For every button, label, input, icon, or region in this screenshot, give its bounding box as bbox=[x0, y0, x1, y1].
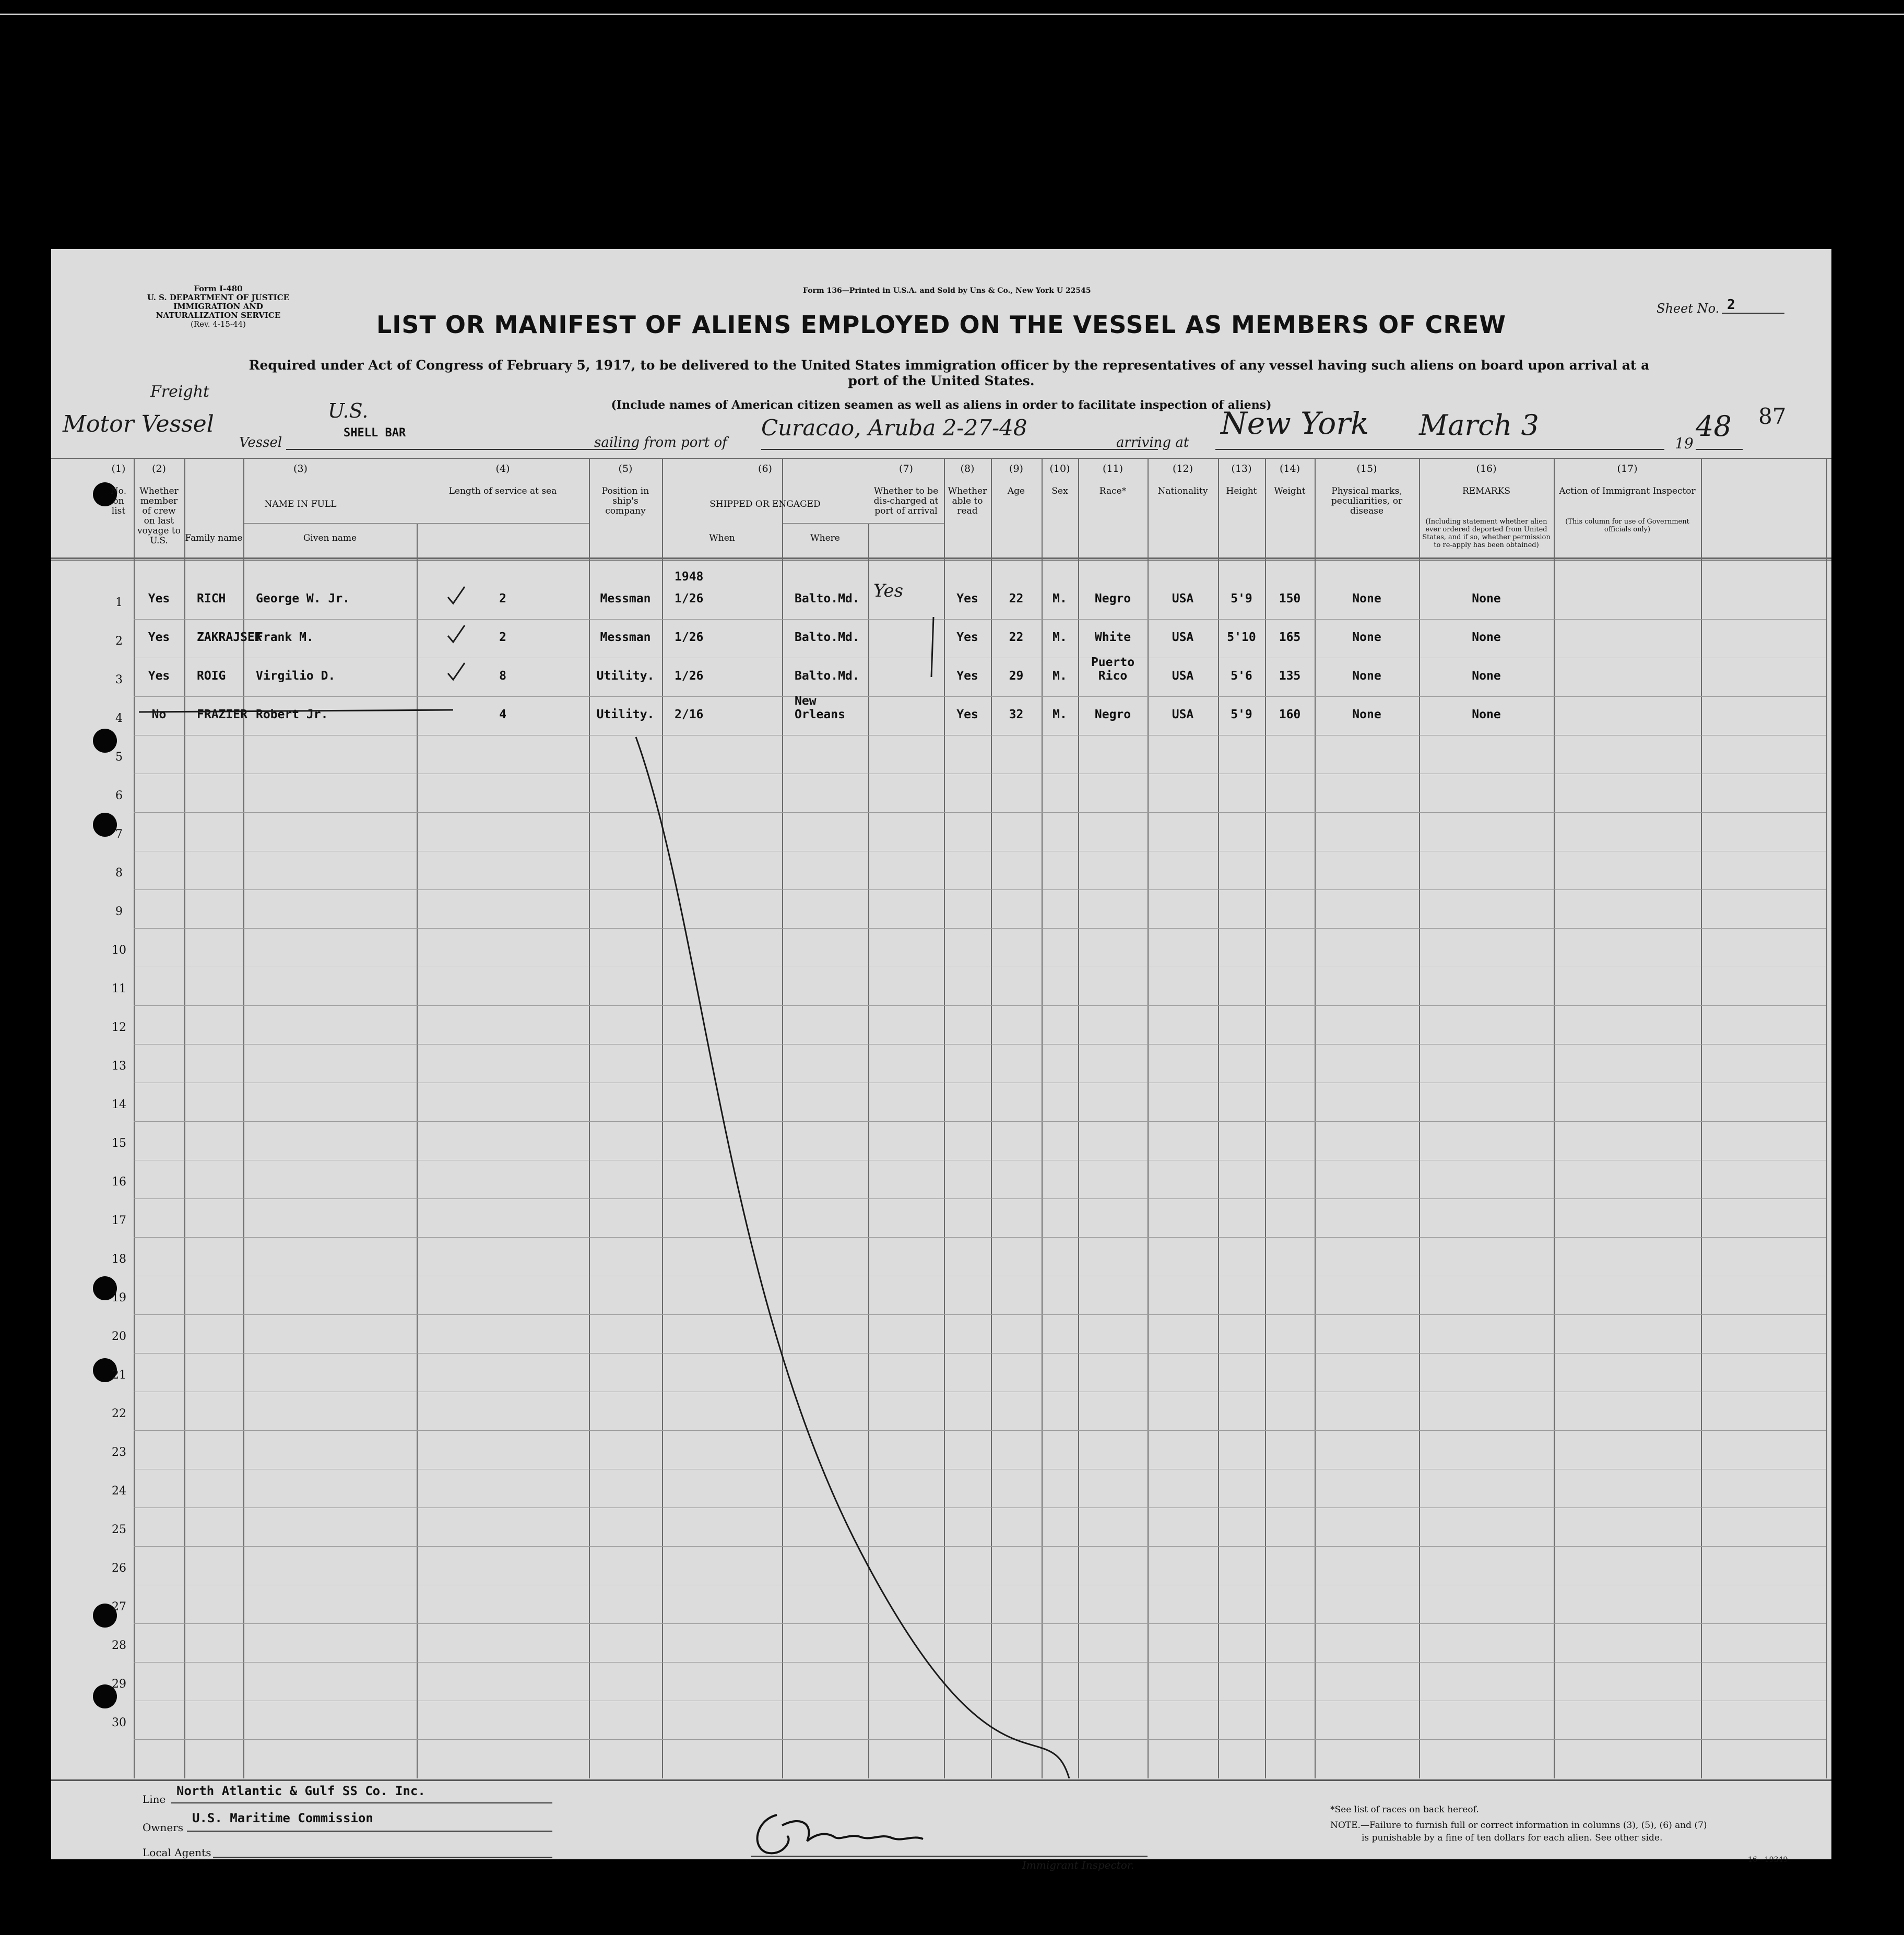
agents-rule bbox=[213, 1857, 552, 1858]
row-read: Yes bbox=[956, 592, 978, 606]
row-where: Balto.Md. bbox=[795, 669, 860, 683]
row-number: 30 bbox=[112, 1716, 126, 1729]
row-where: Balto.Md. bbox=[795, 592, 860, 606]
row-height: 5'9 bbox=[1231, 708, 1252, 721]
column-number: (7) bbox=[899, 463, 913, 474]
printer-note: Form 136—Printed in U.S.A. and Sold by Uns & Co., New York U 22545 bbox=[803, 287, 1091, 295]
sailing-port-hand: Curacao, Aruba 2-27-48 bbox=[761, 415, 1027, 441]
row-position: Messman bbox=[600, 592, 651, 606]
subtitle-note: (Include names of American citizen seamen as well as aliens in order to facilitate inspection of aliens) bbox=[611, 398, 1272, 412]
column-subheader: Given name bbox=[303, 533, 357, 543]
when-year: 1948 bbox=[675, 570, 704, 584]
row-nationality: USA bbox=[1172, 669, 1194, 683]
row-number: 25 bbox=[112, 1523, 126, 1536]
row-number: 4 bbox=[115, 712, 123, 725]
row-number: 7 bbox=[115, 828, 123, 841]
vessel-label: Vessel bbox=[239, 435, 282, 450]
column-header: Length of service at sea bbox=[448, 486, 557, 496]
row-service: 8 bbox=[499, 669, 506, 683]
column-number: (16) bbox=[1476, 463, 1497, 474]
year-hand: 48 bbox=[1696, 410, 1732, 443]
footer-rule bbox=[51, 1779, 1831, 1781]
column-number: (11) bbox=[1102, 463, 1123, 474]
row-number: 17 bbox=[112, 1214, 126, 1227]
inspector-label: Immigrant Inspector. bbox=[1022, 1859, 1134, 1871]
note-line2: is punishable by a fine of ten dollars for each alien. See other side. bbox=[1362, 1833, 1663, 1843]
row-read: Yes bbox=[956, 708, 978, 721]
row-remarks: None bbox=[1472, 592, 1501, 606]
form-title: LIST OR MANIFEST OF ALIENS EMPLOYED ON THE VESSEL AS MEMBERS OF CREW bbox=[376, 311, 1506, 339]
row-service: 4 bbox=[499, 708, 506, 721]
inspector-signature bbox=[746, 1805, 991, 1862]
owners-rule bbox=[187, 1831, 552, 1832]
row-number: 10 bbox=[112, 944, 126, 957]
row-number: 28 bbox=[112, 1639, 126, 1652]
row-number: 18 bbox=[112, 1253, 126, 1266]
line-label: Line bbox=[143, 1793, 166, 1806]
owners-label: Owners bbox=[143, 1821, 184, 1834]
row-race: White bbox=[1094, 631, 1131, 644]
column-header: Whether member of crew on last voyage to U.S. bbox=[137, 486, 181, 546]
row-sex: M. bbox=[1052, 669, 1067, 683]
row-service: 2 bbox=[499, 631, 506, 644]
row-number: 19 bbox=[112, 1291, 126, 1304]
row-number: 22 bbox=[112, 1407, 126, 1420]
row-number: 24 bbox=[112, 1485, 126, 1498]
row-race: Negro bbox=[1094, 592, 1131, 606]
row-read: Yes bbox=[956, 669, 978, 683]
manifest-sheet bbox=[51, 249, 1831, 1871]
column-header: Nationality bbox=[1157, 486, 1208, 496]
row-family: ROIG bbox=[197, 669, 226, 683]
row-number: 26 bbox=[112, 1562, 126, 1575]
year-prefix: 19 bbox=[1675, 435, 1694, 452]
flag-hand: U.S. bbox=[328, 399, 369, 422]
arriving-rule bbox=[1215, 449, 1664, 450]
page-number: 87 bbox=[1758, 403, 1787, 429]
row-last_voyage: Yes bbox=[148, 631, 170, 644]
row-number: 1 bbox=[115, 596, 123, 609]
note-races: *See list of races on back hereof. bbox=[1330, 1805, 1479, 1815]
row-read: Yes bbox=[956, 631, 978, 644]
column-number: (1) bbox=[111, 463, 126, 474]
row-nationality: USA bbox=[1172, 592, 1194, 606]
discharge-hand: Yes bbox=[873, 580, 904, 601]
row-age: 22 bbox=[1009, 631, 1024, 644]
column-number: (12) bbox=[1172, 463, 1193, 474]
row-number: 5 bbox=[115, 751, 123, 764]
column-number: (3) bbox=[293, 463, 308, 474]
row-height: 5'6 bbox=[1231, 669, 1252, 683]
column-number: (8) bbox=[960, 463, 975, 474]
row-family: FRAZIER bbox=[197, 708, 247, 721]
row-number: 29 bbox=[112, 1678, 126, 1691]
column-number: (15) bbox=[1356, 463, 1377, 474]
row-age: 32 bbox=[1009, 708, 1024, 721]
row-position: Utility. bbox=[596, 708, 655, 721]
row-marks: None bbox=[1352, 708, 1381, 721]
form-number: Form I-480 bbox=[194, 284, 243, 293]
column-header: Weight bbox=[1274, 486, 1306, 496]
form-code: 16—19349 bbox=[1748, 1856, 1788, 1864]
row-where: Orleans bbox=[795, 708, 845, 721]
column-number: (2) bbox=[152, 463, 166, 474]
row-position: Messman bbox=[600, 631, 651, 644]
column-header: NAME IN FULL bbox=[264, 499, 337, 509]
column-number: (6) bbox=[758, 463, 772, 474]
column-number: (13) bbox=[1231, 463, 1252, 474]
year-rule bbox=[1696, 449, 1743, 450]
row-number: 9 bbox=[115, 905, 123, 918]
service: IMMIGRATION AND NATURALIZATION SERVICE bbox=[156, 302, 281, 320]
column-header: REMARKS bbox=[1462, 486, 1511, 496]
arrival-date-hand: March 3 bbox=[1419, 409, 1539, 442]
row-number: 20 bbox=[112, 1330, 126, 1343]
column-header: Whether to be dis-charged at port of arrival bbox=[873, 486, 939, 516]
row-number: 15 bbox=[112, 1137, 126, 1150]
column-header: No. on list bbox=[110, 486, 127, 516]
row-race-line1: Puerto bbox=[1091, 656, 1135, 669]
line-rule bbox=[171, 1802, 552, 1803]
row-number: 16 bbox=[112, 1176, 126, 1189]
row-given: Robert Jr. bbox=[256, 708, 328, 721]
column-number: (10) bbox=[1049, 463, 1070, 474]
owners-value: U.S. Maritime Commission bbox=[192, 1811, 373, 1825]
row-given: Frank M. bbox=[256, 631, 314, 644]
column-header: Age bbox=[1007, 486, 1025, 496]
row-marks: None bbox=[1352, 631, 1381, 644]
row-given: Virgilio D. bbox=[256, 669, 336, 683]
subtitle-line2: port of the United States. bbox=[848, 373, 1035, 388]
row-race: Rico bbox=[1098, 669, 1128, 683]
column-number: (17) bbox=[1617, 463, 1638, 474]
row-nationality: USA bbox=[1172, 631, 1194, 644]
column-header-note: (Including statement whether alien ever ordered deported from United States, and if so, whether permission to re-apply has been obtained) bbox=[1422, 518, 1551, 549]
row-age: 22 bbox=[1009, 592, 1024, 606]
row-height: 5'9 bbox=[1231, 592, 1252, 606]
column-subheader: Family name bbox=[185, 533, 243, 543]
row-number: 11 bbox=[112, 982, 126, 995]
row-weight: 160 bbox=[1279, 708, 1301, 721]
column-header: Position in ship's company bbox=[601, 486, 649, 516]
row-nationality: USA bbox=[1172, 708, 1194, 721]
row-number: 6 bbox=[115, 789, 123, 802]
row-marks: None bbox=[1352, 592, 1381, 606]
arriving-label: arriving at bbox=[1116, 435, 1189, 450]
row-number: 27 bbox=[112, 1600, 126, 1613]
row-when: 2/16 bbox=[675, 708, 704, 721]
row-sex: M. bbox=[1052, 708, 1067, 721]
crew-table bbox=[51, 458, 1831, 1778]
row-weight: 135 bbox=[1279, 669, 1301, 683]
sheet-number: 2 bbox=[1727, 297, 1735, 313]
row-remarks: None bbox=[1472, 708, 1501, 721]
line-value: North Atlantic & Gulf SS Co. Inc. bbox=[176, 1784, 425, 1798]
pen-marks bbox=[51, 458, 1831, 1778]
row-last_voyage: No bbox=[151, 708, 167, 721]
column-number: (5) bbox=[618, 463, 633, 474]
row-where: Balto.Md. bbox=[795, 631, 860, 644]
column-header-note: (This column for use of Government officials only) bbox=[1565, 518, 1689, 533]
row-number: 2 bbox=[115, 635, 123, 648]
column-header: SHIPPED OR ENGAGED bbox=[709, 499, 821, 509]
row-number: 3 bbox=[115, 673, 123, 686]
column-subheader: Where bbox=[810, 533, 840, 543]
row-given: George W. Jr. bbox=[256, 592, 350, 606]
column-number: (9) bbox=[1009, 463, 1023, 474]
row-number: 12 bbox=[112, 1021, 126, 1034]
row-height: 5'10 bbox=[1227, 631, 1256, 644]
scan-top-rule bbox=[0, 14, 1904, 15]
column-header: Sex bbox=[1051, 486, 1068, 496]
row-number: 13 bbox=[112, 1060, 126, 1073]
row-when: 1/26 bbox=[675, 669, 704, 683]
agents-label: Local Agents bbox=[143, 1846, 211, 1859]
column-subheader: When bbox=[709, 533, 735, 543]
row-when: 1/26 bbox=[675, 631, 704, 644]
row-family: ZAKRAJSEK bbox=[197, 631, 262, 644]
row-weight: 165 bbox=[1279, 631, 1301, 644]
row-where-line1: New bbox=[795, 694, 817, 708]
department: U. S. DEPARTMENT OF JUSTICE bbox=[147, 293, 290, 302]
row-remarks: None bbox=[1472, 631, 1501, 644]
row-remarks: None bbox=[1472, 669, 1501, 683]
column-header: Race* bbox=[1099, 486, 1127, 496]
row-number: 23 bbox=[112, 1446, 126, 1459]
row-last_voyage: Yes bbox=[148, 669, 170, 683]
note-line1: NOTE.—Failure to furnish full or correct information in columns (3), (5), (6) and (7) bbox=[1330, 1820, 1707, 1831]
row-last_voyage: Yes bbox=[148, 592, 170, 606]
vessel-name: SHELL BAR bbox=[344, 426, 406, 440]
subtitle-line1: Required under Act of Congress of February 5, 1917, to be delivered to the United States immigration officer by the representatives of any vessel having such aliens on board upon arrival at a bbox=[249, 358, 1650, 373]
column-header: Action of Immigrant Inspector bbox=[1559, 486, 1696, 496]
row-sex: M. bbox=[1052, 592, 1067, 606]
row-marks: None bbox=[1352, 669, 1381, 683]
row-service: 2 bbox=[499, 592, 506, 606]
vessel-rule bbox=[286, 449, 636, 450]
row-when: 1/26 bbox=[675, 592, 704, 606]
revision: (Rev. 4-15-44) bbox=[191, 319, 246, 329]
sailing-label: sailing from port of bbox=[594, 435, 727, 450]
vessel-type-hand: Motor Vessel bbox=[63, 411, 214, 437]
inspector-rule bbox=[751, 1856, 1148, 1857]
column-number: (4) bbox=[495, 463, 510, 474]
column-header: Physical marks, peculiarities, or disease bbox=[1331, 486, 1403, 516]
row-number: 14 bbox=[112, 1098, 126, 1111]
row-family: RICH bbox=[197, 592, 226, 606]
row-age: 29 bbox=[1009, 669, 1024, 683]
row-position: Utility. bbox=[596, 669, 655, 683]
row-weight: 150 bbox=[1279, 592, 1301, 606]
freight-hand: Freight bbox=[150, 383, 210, 401]
column-header: Whether able to read bbox=[948, 486, 987, 516]
row-number: 8 bbox=[115, 866, 123, 880]
sheet-label: Sheet No. bbox=[1657, 301, 1720, 316]
column-number: (14) bbox=[1279, 463, 1300, 474]
column-header: Height bbox=[1226, 486, 1257, 496]
row-race: Negro bbox=[1094, 708, 1131, 721]
row-sex: M. bbox=[1052, 631, 1067, 644]
row-number: 21 bbox=[112, 1369, 126, 1382]
arriving-port-hand: New York bbox=[1221, 406, 1369, 441]
sailing-rule bbox=[761, 449, 1158, 450]
